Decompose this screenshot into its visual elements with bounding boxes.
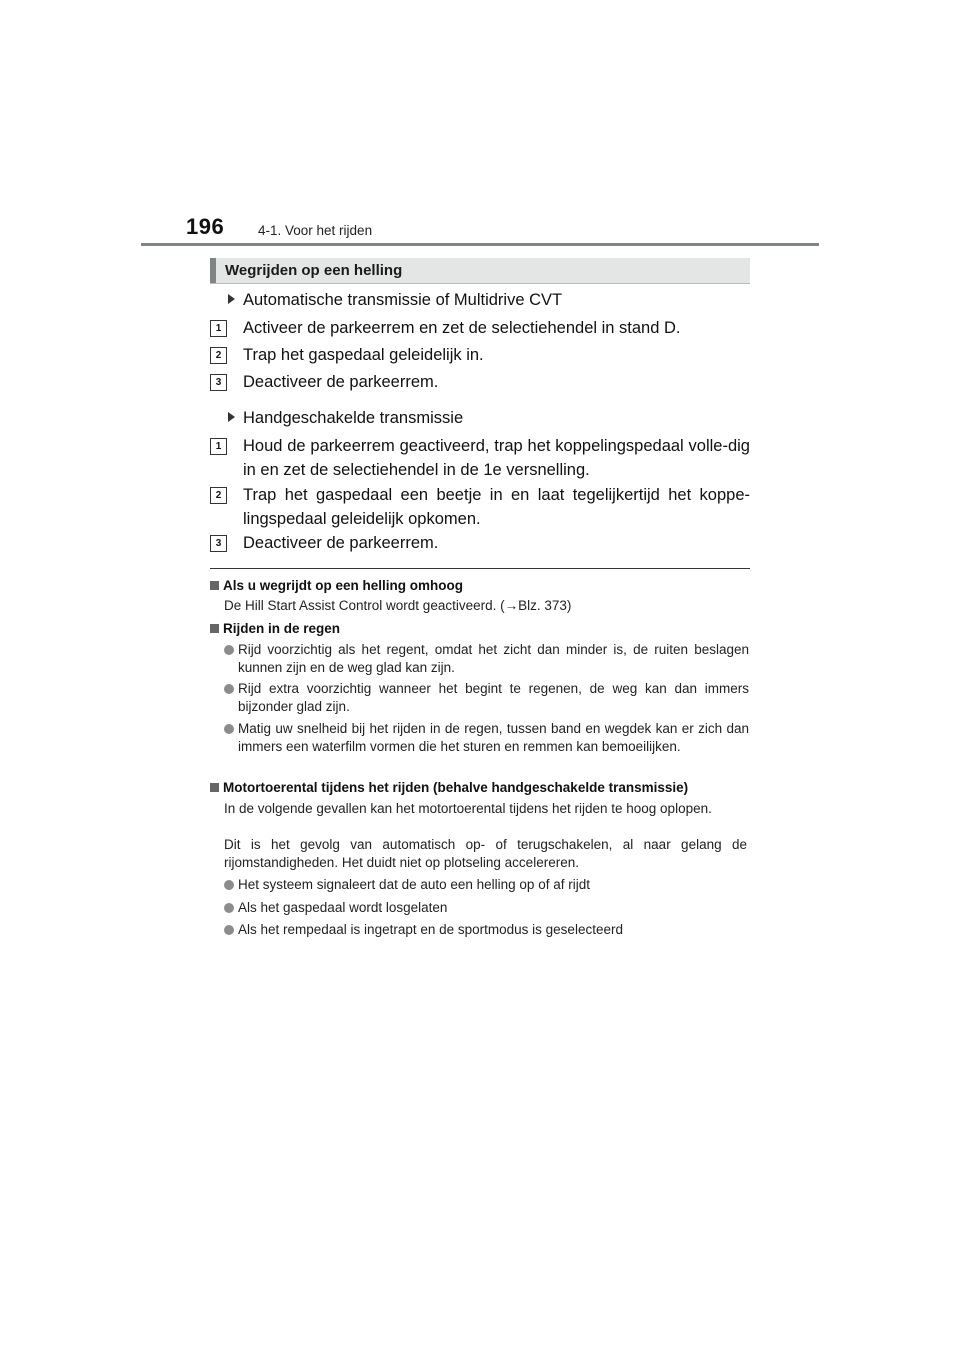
circle-bullet-icon [224,880,234,890]
automatic-transmission-title [228,290,562,310]
rpm-bullet-2 [224,899,749,917]
manual-step-1 [210,434,750,482]
note-rain-title [210,620,755,637]
square-bullet-icon [210,783,219,792]
bullet-text: Rijd extra voorzichtig wanneer het begint te regenen, de weg kan dan immers bijzonder glad zijn. [238,681,749,714]
triangle-bullet-icon [228,412,235,422]
section-heading-bar [210,258,216,283]
note-rpm-title-text: Motortoerental tijdens het rijden (behalve handgeschakelde transmissie) [223,780,689,795]
note-uphill-body: De Hill Start Assist Control wordt geactiveerd. (→Blz. 373) [224,598,572,613]
bullet-text: Matig uw snelheid bij het rijden in de regen, tussen band en wegdek kan er zich dan immers een waterfilm vormen die het sturen en remmen kan bemoeilijken. [238,721,749,754]
circle-bullet-icon [224,903,234,913]
step-number-icon: 1 [210,438,227,455]
circle-bullet-icon [224,925,234,935]
note-rpm-title [210,779,755,796]
note-rpm-body-1: In de volgende gevallen kan het motortoerental tijdens het rijden te hoog oplopen. [224,801,712,816]
rpm-bullet-1 [224,876,749,894]
rain-bullet-2 [224,680,749,715]
page-number: 196 [186,214,225,239]
step-number-icon: 2 [210,347,227,364]
section-divider [210,568,750,569]
triangle-bullet-icon [228,294,235,304]
rain-bullet-1 [224,641,749,676]
bullet-text: Als het gaspedaal wordt losgelaten [238,900,448,915]
step-text: Activeer de parkeerrem en zet de selectiehendel in stand D. [243,319,681,337]
rain-bullet-3 [224,720,749,755]
manual-transmission-title-text: Handgeschakelde transmissie [243,409,464,427]
manual-step-3 [210,531,750,555]
automatic-transmission-title-text: Automatische transmissie of Multidrive CVT [243,291,563,309]
note-uphill-title [210,577,755,594]
note-uphill-title-text: Als u wegrijdt op een helling omhoog [223,578,464,593]
header-rule [141,243,819,246]
step-number-icon: 3 [210,535,227,552]
section-reference: 4-1. Voor het rijden [258,223,373,238]
step-text: Trap het gaspedaal een beetje in en laat tegelijkertijd het koppe-lingspedaal geleidelijk opkomen. [243,486,750,528]
automatic-step-1 [210,316,750,340]
circle-bullet-icon [224,684,234,694]
note-rain-title-text: Rijden in de regen [223,621,341,636]
square-bullet-icon [210,624,219,633]
circle-bullet-icon [224,724,234,734]
bullet-text: Als het rempedaal is ingetrapt en de sportmodus is geselecteerd [238,922,623,937]
step-text: Deactiveer de parkeerrem. [243,534,439,552]
step-number-icon: 2 [210,487,227,504]
step-text: Deactiveer de parkeerrem. [243,373,439,391]
note-rpm-body-2: Dit is het gevolg van automatisch op- of terugschakelen, al naar gelang de rijomstandigheden. Het duidt niet op plotseling accelereren. [224,837,747,870]
step-text: Trap het gaspedaal geleidelijk in. [243,346,484,364]
step-number-icon: 1 [210,320,227,337]
bullet-text: Rijd voorzichtig als het regent, omdat het zicht dan minder is, de ruiten beslagen kunnen zijn en de weg glad kan zijn. [238,642,749,675]
circle-bullet-icon [224,645,234,655]
manual-transmission-title [228,408,463,428]
page-header [186,214,786,244]
automatic-step-3 [210,370,750,394]
section-heading-text: Wegrijden op een helling [225,262,403,279]
step-number-icon: 3 [210,374,227,391]
section-heading [210,258,750,284]
automatic-step-2 [210,343,750,367]
square-bullet-icon [210,581,219,590]
rpm-bullet-3 [224,921,749,939]
step-text: Houd de parkeerrem geactiveerd, trap het koppelingspedaal volle-dig in en zet de selectiehendel in de 1e versnelling. [243,437,750,479]
manual-step-2 [210,483,750,531]
bullet-text: Het systeem signaleert dat de auto een helling op of af rijdt [238,877,590,892]
